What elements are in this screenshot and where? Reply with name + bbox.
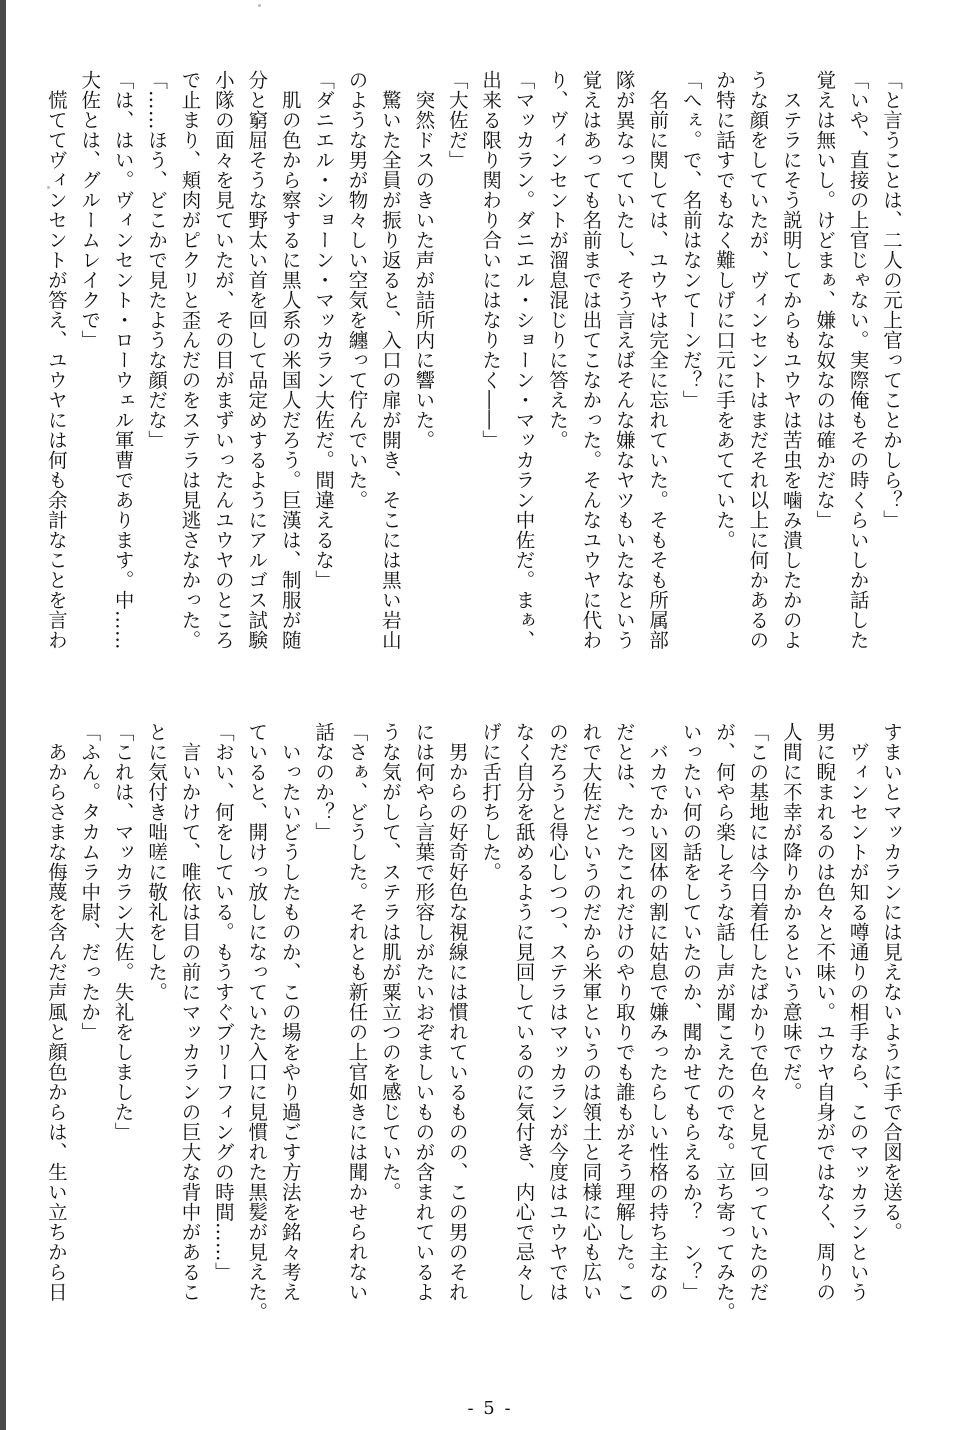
text-line: すまいとマッカランには見えないように手で合図を送る。 xyxy=(880,722,903,1242)
text-line: 「いや、直接の上官じゃない。実際俺もその時くらいしか話した xyxy=(846,70,870,650)
text-line: 話なのか？」 xyxy=(312,722,336,842)
text-line: のような男が物々しい空気を纏って佇んでいた。 xyxy=(345,70,369,510)
text-line: か特に話すでもなく難しげに口元に手をあてていた。 xyxy=(712,70,736,550)
text-line: 名前に関しては、ユウヤは完全に忘れていた。そもそも所属部 xyxy=(646,70,670,650)
text-line: げに舌打ちした。 xyxy=(479,722,503,882)
text-line: 「マッカラン。ダニエル・ショーン・マッカラン中佐だ。まぁ、 xyxy=(512,70,536,650)
text-line: のだろうと得心しつつ、ステラはマッカランが今度はユウヤでは xyxy=(545,722,569,1302)
text-line: 小隊の面々を見ていたが、その目がまずいったんユウヤのところ xyxy=(211,70,235,650)
scan-speck xyxy=(258,4,261,7)
text-line: ステラにそう説明してからもユウヤは苦虫を噛み潰したかのよ xyxy=(779,70,803,650)
text-line: り、ヴィンセントが溜息混じりに答えた。 xyxy=(545,70,569,450)
text-line: 驚いた全員が振り返ると、入口の扉が開き、そこには黒い岩山 xyxy=(378,70,402,650)
text-line: 大佐とは、グルームレイクで」 xyxy=(78,70,102,350)
text-line: うな気がして、ステラは肌が粟立つのを感じていた。 xyxy=(378,722,402,1202)
text-line: 男に睨まれるのは色々と不味い。ユウヤ自身がではなく、周りの xyxy=(813,722,837,1302)
text-line: が、何やら楽しそうな話し声が聞こえたのでな。立ち寄ってみた。 xyxy=(712,722,736,1322)
text-line: 出来る限り関わり合いにはなりたく――」 xyxy=(479,70,503,450)
text-line: 覚えはあっても名前までは出てこなかった。そんなユウヤに代わ xyxy=(579,70,603,650)
text-line: 隊が異なっていたし、そう言えばそんな嫌なヤツもいたなという xyxy=(612,70,636,650)
text-line: 「……ほう、どこかで見たような顔だな」 xyxy=(145,70,169,450)
text-line: 言いかけて、唯依は目の前にマッカランの巨大な背中があるこ xyxy=(178,722,202,1302)
text-line: だとは、たったこれだけのやり取りでも誰もがそう理解した。こ xyxy=(612,722,636,1302)
text-line: れで大佐だというのだから米軍というのは領土と同様に心も広い xyxy=(579,722,603,1302)
text-line: 「この基地には今日着任したばかりで色々と見て回っていたのだ xyxy=(746,722,770,1302)
text-line: 男からの好奇好色な視線には慣れているものの、この男のそれ xyxy=(445,722,469,1302)
text-line: 「と言うことは、二人の元上官ってことかしら？」 xyxy=(880,70,903,530)
text-line: とに気付き咄嗟に敬礼をした。 xyxy=(145,722,169,1002)
text-line: ていると、開けっ放しになっていた入口に見慣れた黒髪が見えた。 xyxy=(245,722,269,1322)
text-line: いったい何の話をしていたのか、聞かせてもらえるか？ ン？」 xyxy=(679,722,703,1302)
text-line: うな顔をしていたが、ヴィンセントはまだそれ以上に何かあるの xyxy=(746,70,770,650)
text-line: 分と窮屈そうな野太い首を回して品定めするようにアルゴス試験 xyxy=(245,70,269,650)
text-line: 肌の色から察するに黒人系の米国人だろう。巨漢は、制服が随 xyxy=(278,70,302,650)
left-page-edge xyxy=(0,0,6,1430)
text-line: なく自分を舐めるように見回しているのに気付き、内心で忌々し xyxy=(512,722,536,1302)
text-line: 人間に不幸が降りかかるという意味でだ。 xyxy=(779,722,803,1102)
page-number: - 5 - xyxy=(467,1398,513,1419)
text-line: 「ダニエル・ショーン・マッカラン大佐だ。間違えるな」 xyxy=(312,70,336,590)
text-line: で止まり、頬肉がピクリと歪んだのをステラは見逃さなかった。 xyxy=(178,70,202,650)
text-line: 慌ててヴィンセントが答え、ユウヤには何も余計なことを言わ xyxy=(44,70,68,650)
text-line: 「さぁ、どうした。それとも新任の上官如きには聞かせられない xyxy=(345,722,369,1302)
text-line: 「ふん。タカムラ中尉、だったか」 xyxy=(78,722,102,1042)
text-line: には何やら言葉で形容しがたいおぞましいものが含まれているよ xyxy=(412,722,436,1302)
text-line: あからさまな侮蔑を含んだ声風と顔色からは、生い立ちから日 xyxy=(44,722,68,1302)
text-line: 「大佐だ」 xyxy=(445,70,469,170)
text-line: 「へぇ。で、名前はなンてーンだ？」 xyxy=(679,70,703,410)
text-line: 「は、はい。ヴィンセント・ローウェル軍曹であります。中…… xyxy=(111,70,135,650)
text-line: バカでかい図体の割に姑息で嫌みったらしい性格の持ち主なの xyxy=(646,722,670,1302)
text-line: 「おい、何をしている。もうすぐブリーフィングの時間……」 xyxy=(211,722,235,1282)
text-line: 「これは、マッカラン大佐。失礼をしました」 xyxy=(111,722,135,1142)
text-line: 突然ドスのきいた声が詰所内に響いた。 xyxy=(412,70,436,450)
text-line: 覚えは無いし。けどまぁ、嫌な奴なのは確かだな」 xyxy=(813,70,837,530)
lower-text-block xyxy=(39,722,908,1362)
upper-text-block xyxy=(39,70,908,700)
text-line: ヴィンセントが知る噂通りの相手なら、このマッカランという xyxy=(846,722,870,1302)
text-line: いったいどうしたものか、この場をやり過ごす方法を銘々考え xyxy=(278,722,302,1302)
